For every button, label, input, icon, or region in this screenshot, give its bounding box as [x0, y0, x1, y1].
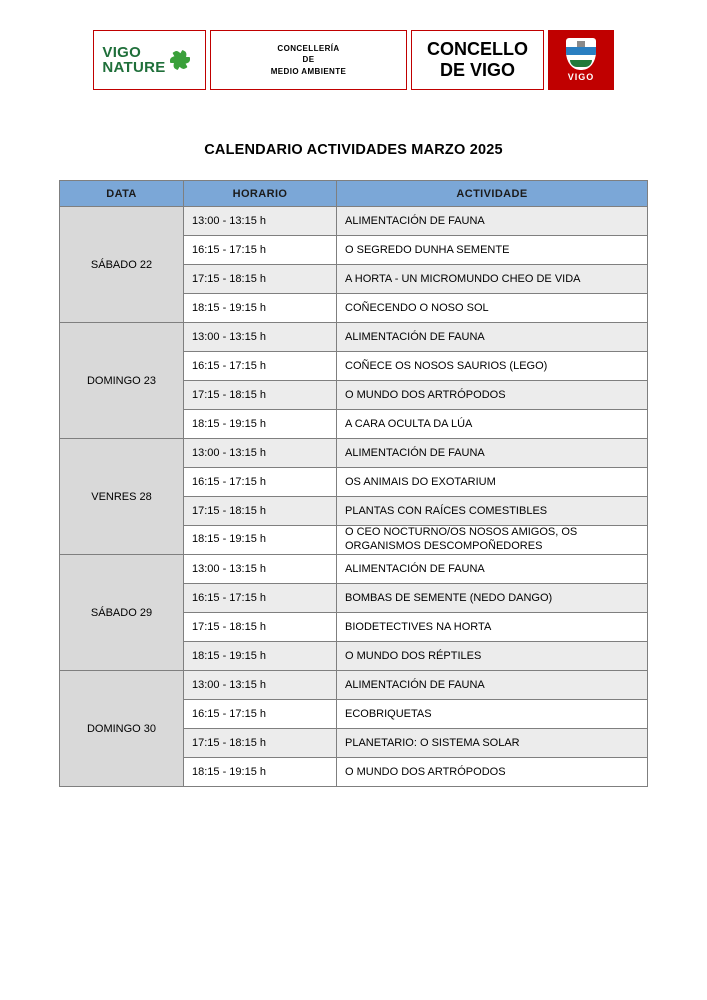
table-row: [60, 671, 648, 700]
column-header-horario: HORARIO: [184, 181, 337, 207]
time-cell: 18:15 - 19:15 h: [184, 294, 337, 323]
time-cell: 17:15 - 18:15 h: [184, 497, 337, 526]
day-cell: DOMINGO 30: [60, 671, 184, 787]
council-line-2: DE VIGO: [439, 60, 515, 80]
time-cell: 17:15 - 18:15 h: [184, 613, 337, 642]
time-cell: 16:15 - 17:15 h: [184, 236, 337, 265]
activity-cell: ALIMENTACIÓN DE FAUNA: [337, 439, 648, 468]
time-cell: 16:15 - 17:15 h: [184, 352, 337, 381]
activity-cell: PLANTAS CON RAÍCES COMESTIBLES: [337, 497, 648, 526]
activity-cell: A HORTA - UN MICROMUNDO CHEO DE VIDA: [337, 265, 648, 294]
activity-cell: PLANETARIO: O SISTEMA SOLAR: [337, 729, 648, 758]
time-cell: 13:00 - 13:15 h: [184, 207, 337, 236]
time-cell: 18:15 - 19:15 h: [184, 410, 337, 439]
council-name-box: [411, 30, 544, 90]
day-cell: SÁBADO 29: [60, 555, 184, 671]
activity-cell: O CEO NOCTURNO/OS NOSOS AMIGOS, OS ORGANISMOS DESCOMPOÑEDORES: [337, 526, 648, 555]
crest-shield-shape: [566, 38, 596, 70]
logo-line-2: NATURE: [102, 59, 166, 76]
time-cell: 13:00 - 13:15 h: [184, 323, 337, 352]
document-header: [56, 30, 651, 90]
time-cell: 18:15 - 19:15 h: [184, 642, 337, 671]
activity-cell: O MUNDO DOS ARTRÓPODOS: [337, 381, 648, 410]
vigo-nature-logo: [93, 30, 206, 90]
time-cell: 16:15 - 17:15 h: [184, 468, 337, 497]
time-cell: 13:00 - 13:15 h: [184, 555, 337, 584]
council-line-1: CONCELLO: [427, 39, 528, 60]
table-row: [60, 323, 648, 352]
activity-cell: A CARA OCULTA DA LÚA: [337, 410, 648, 439]
activity-cell: ALIMENTACIÓN DE FAUNA: [337, 207, 648, 236]
activity-cell: O MUNDO DOS ARTRÓPODOS: [337, 758, 648, 787]
activity-cell: BOMBAS DE SEMENTE (NEDO DANGO): [337, 584, 648, 613]
time-cell: 16:15 - 17:15 h: [184, 700, 337, 729]
time-cell: 17:15 - 18:15 h: [184, 265, 337, 294]
logo-line-1: VIGO: [102, 44, 142, 61]
leaf-flower-icon: [171, 47, 197, 73]
department-line-3: MEDIO AMBIENTE: [270, 66, 347, 76]
time-cell: 13:00 - 13:15 h: [184, 671, 337, 700]
day-cell: DOMINGO 23: [60, 323, 184, 439]
vigo-coat-of-arms-icon: [548, 30, 614, 90]
activity-cell: BIODETECTIVES NA HORTA: [337, 613, 648, 642]
table-row: [60, 439, 648, 468]
page-title: CALENDARIO ACTIVIDADES MARZO 2025: [204, 142, 503, 158]
table-header-row: [60, 181, 648, 207]
department-box: [210, 30, 407, 90]
crest-label: VIGO: [567, 72, 595, 82]
activity-cell: ALIMENTACIÓN DE FAUNA: [337, 555, 648, 584]
time-cell: 16:15 - 17:15 h: [184, 584, 337, 613]
activity-cell: O SEGREDO DUNHA SEMENTE: [337, 236, 648, 265]
table-row: [60, 555, 648, 584]
time-cell: 18:15 - 19:15 h: [184, 758, 337, 787]
activity-cell: ALIMENTACIÓN DE FAUNA: [337, 671, 648, 700]
activity-cell: COÑECENDO O NOSO SOL: [337, 294, 648, 323]
table-row: [60, 207, 648, 236]
column-header-data: DATA: [60, 181, 184, 207]
activities-table: [59, 180, 648, 787]
activity-cell: OS ANIMAIS DO EXOTARIUM: [337, 468, 648, 497]
time-cell: 18:15 - 19:15 h: [184, 526, 337, 555]
activity-cell: ECOBRIQUETAS: [337, 700, 648, 729]
time-cell: 17:15 - 18:15 h: [184, 381, 337, 410]
department-line-2: DE: [302, 55, 315, 65]
activity-cell: COÑECE OS NOSOS SAURIOS (LEGO): [337, 352, 648, 381]
day-cell: SÁBADO 22: [60, 207, 184, 323]
activity-cell: O MUNDO DOS RÉPTILES: [337, 642, 648, 671]
activity-cell: ALIMENTACIÓN DE FAUNA: [337, 323, 648, 352]
time-cell: 13:00 - 13:15 h: [184, 439, 337, 468]
time-cell: 17:15 - 18:15 h: [184, 729, 337, 758]
department-line-1: CONCELLERÍA: [277, 43, 340, 53]
column-header-actividade: ACTIVIDADE: [337, 181, 648, 207]
day-cell: VENRES 28: [60, 439, 184, 555]
